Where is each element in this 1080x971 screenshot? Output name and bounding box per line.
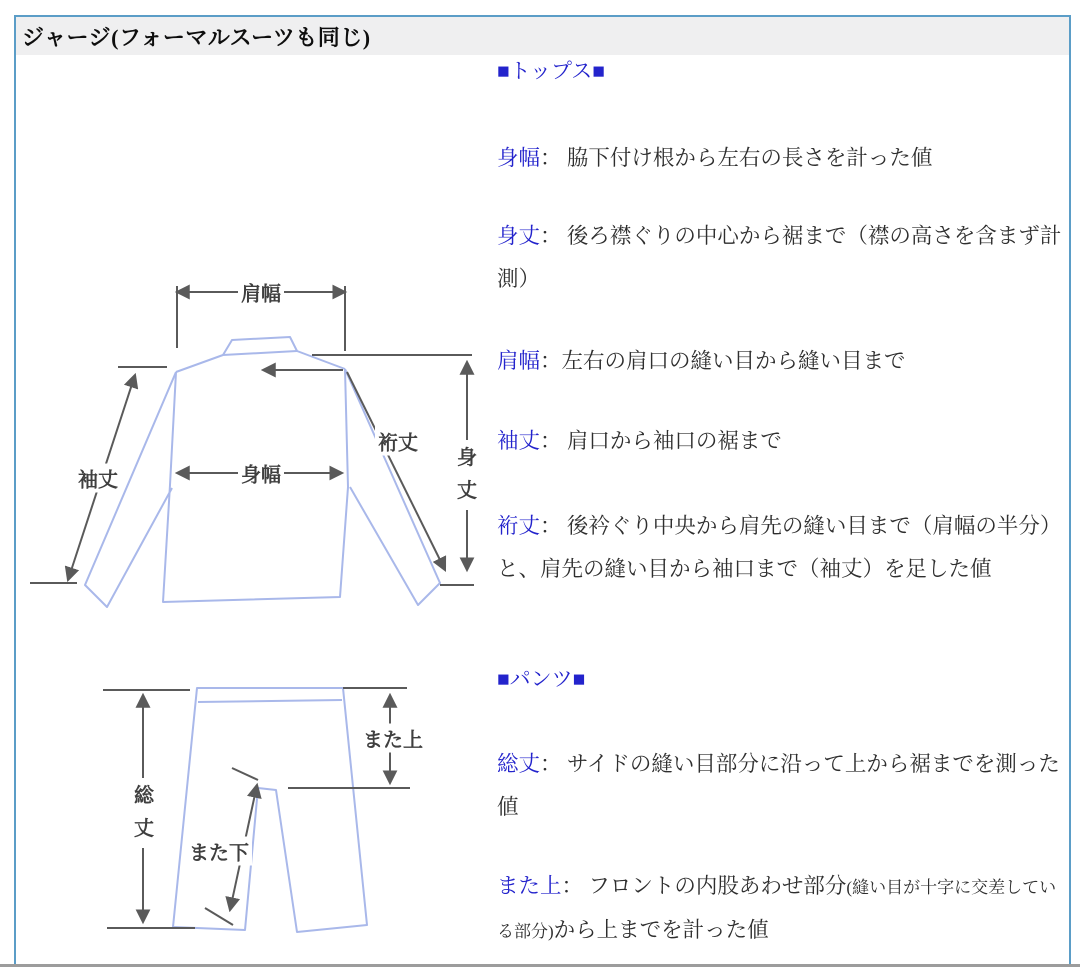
- sleeve-length-label: 袖丈: [75, 464, 121, 493]
- definition-term: 袖丈: [497, 429, 541, 453]
- inseam-tick-bottom: [205, 908, 233, 925]
- body-length-label: 身丈: [454, 440, 480, 510]
- definition-desc: ： 肩口から袖口の裾まで: [540, 429, 782, 453]
- rise-label: また上: [360, 724, 426, 753]
- definition-term: 総丈: [497, 752, 541, 776]
- yuki-diagonal-arrow: [347, 372, 445, 570]
- yuki-length-label: 裄丈: [375, 427, 421, 456]
- definition-desc: ： 後ろ襟ぐりの中心から裾まで（襟の高さを含まず計測）: [497, 224, 1062, 291]
- definition-term: 肩幅: [497, 349, 541, 373]
- jacket-collar-base: [223, 351, 297, 355]
- definition-term: 身丈: [497, 224, 541, 248]
- definition-desc: ： 脇下付け根から左右の長さを計った値: [540, 146, 933, 170]
- inseam-label: また下: [186, 837, 252, 866]
- pants-outline: [173, 688, 367, 932]
- size-guide-panel: [14, 15, 1071, 964]
- body-width-label: 身幅: [238, 459, 284, 488]
- definition-desc: ： サイドの縫い目部分に沿って上から裾までを測った値: [497, 752, 1060, 819]
- inseam-tick-top: [232, 768, 258, 780]
- definition-desc: ： 後衿ぐり中央から肩先の縫い目まで（肩幅の半分）と、肩先の縫い目から袖口まで（袖丈）を足した値: [497, 514, 1062, 581]
- bottom-divider: [0, 964, 1080, 967]
- definition-desc-tail: から上までを計った値: [553, 918, 769, 942]
- definition-desc: ：左右の肩口の縫い目から縫い目まで: [540, 349, 906, 373]
- pants-section-header: ■パンツ■: [497, 667, 586, 691]
- definition-desc: ： フロントの内股あわせ部分: [561, 874, 847, 898]
- jacket-right-sleeve: [345, 369, 440, 605]
- shoulder-width-label: 肩幅: [238, 278, 284, 307]
- definition-term: また上: [497, 874, 562, 898]
- measurement-diagrams: [16, 17, 1069, 964]
- definition-term: 身幅: [497, 146, 541, 170]
- tops-section-header: ■トップス■: [497, 59, 605, 83]
- panel-title: ジャージ(フォーマルスーツも同じ): [22, 24, 371, 50]
- total-length-label: 総丈: [131, 778, 157, 848]
- definition-desc-small-note: (縫い目が十字に交差している部分): [497, 878, 1057, 941]
- definition-term: 裄丈: [497, 514, 541, 538]
- pants-waistband-line: [198, 700, 342, 702]
